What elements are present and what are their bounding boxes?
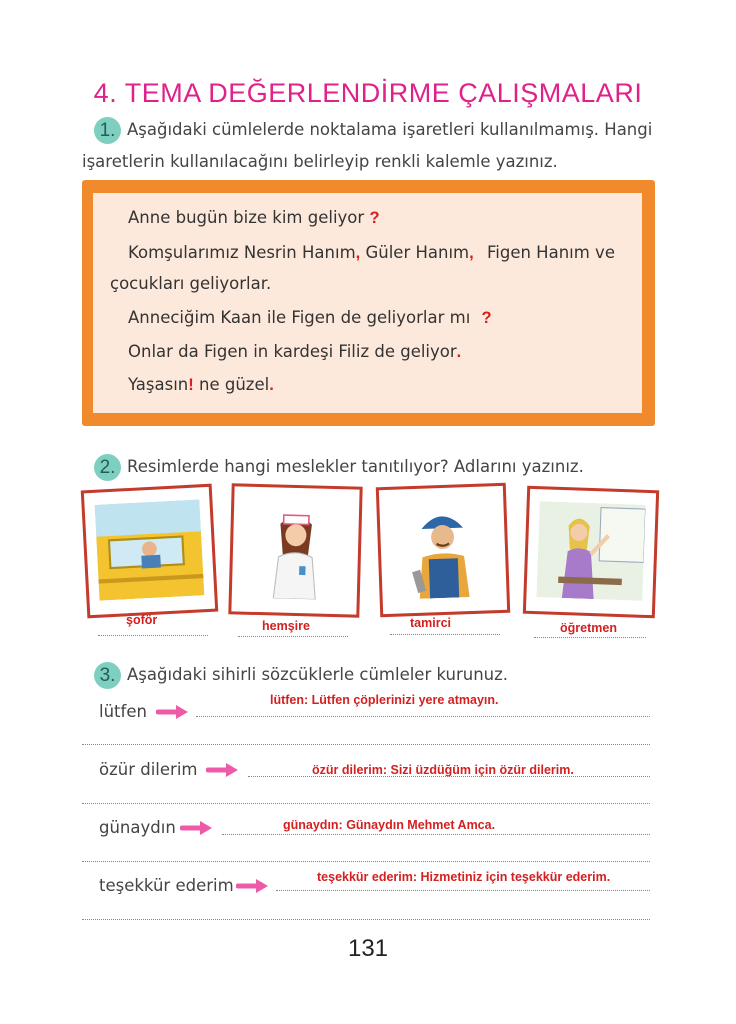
question-2-instruction: Resimlerde hangi meslekler tanıtılıyor? Adlarını yazınız. bbox=[127, 457, 584, 476]
sentence-3: çocukları geliyorlar. bbox=[110, 274, 272, 293]
sentence-5-mark: . bbox=[456, 343, 462, 361]
sentence-2-text-b: Güler Hanım bbox=[365, 243, 470, 262]
picture-taxi-driver bbox=[81, 484, 219, 619]
arrow-right-icon bbox=[156, 704, 190, 720]
question-3-instruction: Aşağıdaki sihirli sözcüklerle cümleler kurunuz. bbox=[127, 665, 509, 684]
picture-nurse bbox=[228, 483, 362, 617]
magic-word-3: günaydın bbox=[99, 818, 176, 837]
answer-line-2 bbox=[238, 636, 348, 637]
question-2-number: 2. bbox=[94, 454, 121, 481]
write-line-4b bbox=[82, 919, 650, 920]
sentence-1-text: Anne bugün bize kim geliyor bbox=[128, 208, 365, 227]
page-title: 4. TEMA DEĞERLENDİRME ÇALIŞMALARI bbox=[93, 78, 643, 108]
write-line-1a bbox=[196, 716, 650, 717]
mechanic-illustration bbox=[389, 498, 496, 600]
sentence-6-mark-a: ! bbox=[188, 376, 194, 394]
write-line-2b bbox=[82, 803, 650, 804]
sentence-2-mark-b: , bbox=[469, 244, 474, 262]
sentence-2-text-a: Komşularımız Nesrin Hanım bbox=[128, 243, 356, 262]
sentence-answer-4: teşekkür ederim: Hizmetiniz için teşekkür ederim. bbox=[317, 870, 611, 884]
sentence-2-mark-a: , bbox=[355, 244, 361, 262]
teacher-illustration bbox=[536, 501, 645, 601]
sentence-6-text-a: Yaşasın bbox=[128, 375, 189, 394]
answer-1: şoför bbox=[126, 613, 158, 627]
sentence-answer-2: özür dilerim: Sizi üzdüğüm için özür dilerim. bbox=[312, 763, 574, 777]
answer-4: öğretmen bbox=[560, 621, 617, 635]
write-line-3a bbox=[222, 834, 650, 835]
write-line-2a bbox=[248, 776, 650, 777]
answer-2: hemşire bbox=[262, 619, 310, 633]
sentence-4-text: Anneciğim Kaan ile Figen de geliyorlar mı bbox=[128, 308, 471, 327]
answer-line-1 bbox=[98, 635, 208, 636]
sentence-5-text: Onlar da Figen in kardeşi Filiz de geliyor bbox=[128, 342, 457, 361]
arrow-right-icon bbox=[206, 762, 240, 778]
sentence-4 bbox=[128, 308, 492, 328]
picture-mechanic bbox=[376, 483, 510, 617]
write-line-4a bbox=[276, 890, 650, 891]
answer-line-3 bbox=[390, 634, 500, 635]
answer-line-4 bbox=[534, 637, 646, 638]
page-number: 131 bbox=[347, 935, 389, 962]
question-1-instruction-line1: Aşağıdaki cümlelerde noktalama işaretleri kullanılmamış. Hangi bbox=[127, 120, 653, 139]
picture-teacher bbox=[523, 486, 659, 619]
sentence-6-mark-b: . bbox=[269, 376, 274, 394]
sentence-answer-3: günaydın: Günaydın Mehmet Amca. bbox=[283, 818, 496, 832]
sentence-1-mark: ? bbox=[369, 209, 380, 227]
arrow-right-icon bbox=[180, 820, 214, 836]
magic-word-1: lütfen bbox=[99, 702, 147, 721]
magic-word-2: özür dilerim bbox=[99, 760, 198, 779]
answer-3: tamirci bbox=[410, 616, 451, 630]
sentence-answer-1: lütfen: Lütfen çöplerinizi yere atmayın. bbox=[270, 693, 499, 707]
nurse-illustration bbox=[242, 499, 350, 601]
sentence-2-text-c: Figen Hanım ve bbox=[486, 243, 615, 262]
arrow-right-icon bbox=[236, 878, 270, 894]
sentence-6 bbox=[128, 375, 274, 395]
write-line-1b bbox=[82, 744, 650, 745]
sentence-2 bbox=[128, 243, 615, 263]
question-3-number: 3. bbox=[94, 662, 121, 689]
magic-word-4: teşekkür ederim bbox=[99, 876, 234, 895]
sentence-4-mark: ? bbox=[481, 309, 492, 327]
question-1-instruction-line2: işaretlerin kullanılacağını belirleyip renkli kalemle yazınız. bbox=[82, 152, 558, 171]
sentence-6-text-b: ne güzel bbox=[199, 375, 270, 394]
taxi-driver-illustration bbox=[95, 499, 205, 600]
sentence-5 bbox=[128, 342, 461, 362]
write-line-3b bbox=[82, 861, 650, 862]
question-1-number: 1. bbox=[94, 117, 121, 144]
sentence-1 bbox=[128, 208, 380, 228]
